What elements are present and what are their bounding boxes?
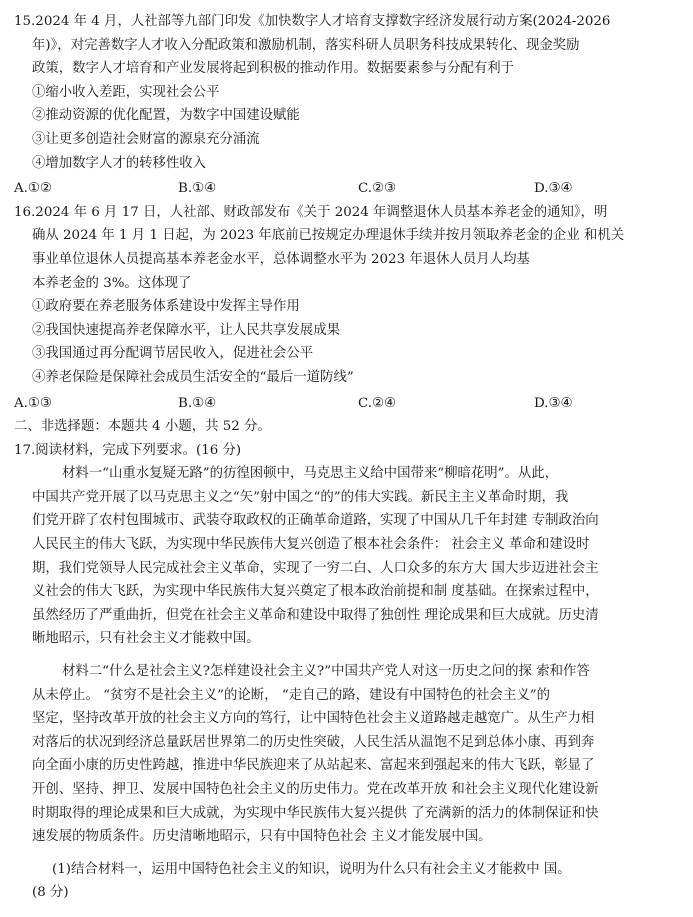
q15-stem-line: 15.2024 年 4 月，人社部等九部门印发《加快数字人才培育支撑数字经济发展行动方案(2024-2026: [14, 14, 611, 29]
material-two: [14, 660, 675, 849]
q15-choice-d: D.③④: [534, 181, 573, 197]
q15-choice-a: A.①②: [14, 181, 52, 197]
material-line: 对落后的状况到经济总量跃居世界第二的历史性突破，人民生活从温饱不足到总体小康、再到奔: [32, 734, 595, 750]
q16-option-2: ②我国快速提高养老保障水平，让人民共享发展成果: [32, 322, 340, 338]
material-line: 材料一“山重水复疑无路”的彷徨困顿中，马克思主义给中国带来“柳暗花明”。从此，: [62, 466, 559, 482]
section-heading: 二、非选择题：本题共 4 小题，共 52 分。: [14, 419, 271, 435]
material-line: 开创、坚持、押卫、发展中国特色社会主义的历史伟力。党在改革开放 和社会主义现代化建设新: [32, 782, 599, 797]
material-line: 坚定，坚持改革开放的社会主义方向的笃行，让中国特色社会主义道路越走越宽广。从生产力相: [32, 711, 595, 727]
sub-question-1-score: (8 分): [32, 885, 69, 901]
material-one: [14, 462, 675, 651]
q15-stem-line: 年)》，对完善数字人才收入分配政策和激励机制，落实科研人员职务科技成果转化、现金奖励: [32, 37, 580, 53]
q15-stem-line: 政策，数字人才培育和产业发展将起到积极的推动作用。数据要素参与分配有利于: [32, 61, 515, 77]
q16-stem-line: 本养老金的 3%。这体现了: [32, 275, 192, 291]
q15-option-3: ③让更多创造社会财富的源泉充分涌流: [32, 131, 260, 147]
q15-choices: [14, 177, 675, 201]
q15-choice-b: B.①④: [178, 181, 217, 197]
q16-choices: [14, 392, 675, 416]
material-line: 期，我们党领导人民完成社会主义革命，实现了一穷二白、人口众多的东方大 国大步迈进社会主: [32, 560, 599, 576]
q16-choice-a: A.①③: [14, 395, 52, 411]
q16-stem-line: 事业单位退休人员提高基本养老金水平，总体调整水平为 2023 年退休人员月人均基: [32, 251, 530, 267]
q16-option-4: ④养老保险是保障社会成员生活安全的“最后一道防线”: [32, 369, 354, 385]
q15-option-4: ④增加数字人才的转移性收入: [32, 155, 207, 171]
sub-question-1: (1)结合材料一，运用中国特色社会主义的知识，说明为什么只有社会主义才能救中 国。: [52, 861, 571, 877]
question-16: [14, 201, 675, 415]
question-17: [14, 439, 675, 905]
q15-choice-c: C.②③: [358, 181, 397, 197]
material-line: 向全面小康的历史性跨越，推进中华民族迎来了从站起来、富起来到强起来的伟大飞跃，彰显了: [32, 758, 595, 774]
material-line: 中国共产党开展了以马克思主义之“矢”射中国之“的”的伟大实践。新民主主义革命时期，我: [32, 489, 569, 505]
q16-choice-d: D.③④: [534, 395, 573, 411]
q16-choice-c: C.②④: [358, 395, 397, 411]
material-line: 速发展的物质条件。历史清晰地昭示，只有中国特色社会 主义才能发展中国。: [32, 829, 492, 845]
q15-option-1: ①缩小收入差距，实现社会公平: [32, 84, 220, 100]
material-line: 虽然经历了严重曲折，但党在社会主义革命和建设中取得了独创性 理论成果和巨大成就。历史清: [32, 607, 599, 623]
q16-stem-line: 确从 2024 年 1 月 1 日起，为 2023 年底前已按规定办理退休手续并按月领取养老金的企业 和机关: [32, 228, 625, 244]
material-line: 材料二“什么是社会主义?怎样建设社会主义?”中国共产党人对这一历史之问的探 索和作答: [62, 664, 590, 680]
q16-option-1: ①政府要在养老服务体系建设中发挥主导作用: [32, 299, 300, 315]
material-line: 时期取得的理论成果和巨大成就，为实现中华民族伟大复兴提供 了充满新的活力的体制保证和快: [32, 805, 599, 821]
q16-stem-line: 16.2024 年 6 月 17 日，人社部、财政部发布《关于 2024 年调整退休人员基本养老金的通知》，明: [14, 204, 608, 220]
question-15: [14, 10, 675, 201]
q17-title: 17.阅读材料，完成下列要求。(16 分): [14, 442, 242, 458]
material-line: 从未停止。 “贫穷不是社会主义”的论断， “走自己的路，建设有中国特色的社会主义”的: [32, 687, 550, 703]
material-line: 们党开辟了农村包围城市、武装夺取政权的正确革命道路，实现了中国从几千年封建 专制政治向: [32, 513, 599, 529]
material-line: 义社会的伟大飞跃，为实现中华民族伟大复兴奠定了根本政治前提和制 度基础。在探索过程中，: [32, 584, 599, 600]
material-line: 晰地昭示，只有社会主义才能救中国。: [32, 631, 260, 647]
q16-choice-b: B.①④: [178, 395, 217, 411]
q16-option-3: ③我国通过再分配调节居民收入，促进社会公平: [32, 346, 314, 362]
material-line: 人民民主的伟大飞跃，为实现中华民族伟大复兴创造了根本社会条件： 社会主义 革命和建设时: [32, 537, 590, 553]
q15-option-2: ②推动资源的优化配置，为数字中国建设赋能: [32, 108, 300, 124]
